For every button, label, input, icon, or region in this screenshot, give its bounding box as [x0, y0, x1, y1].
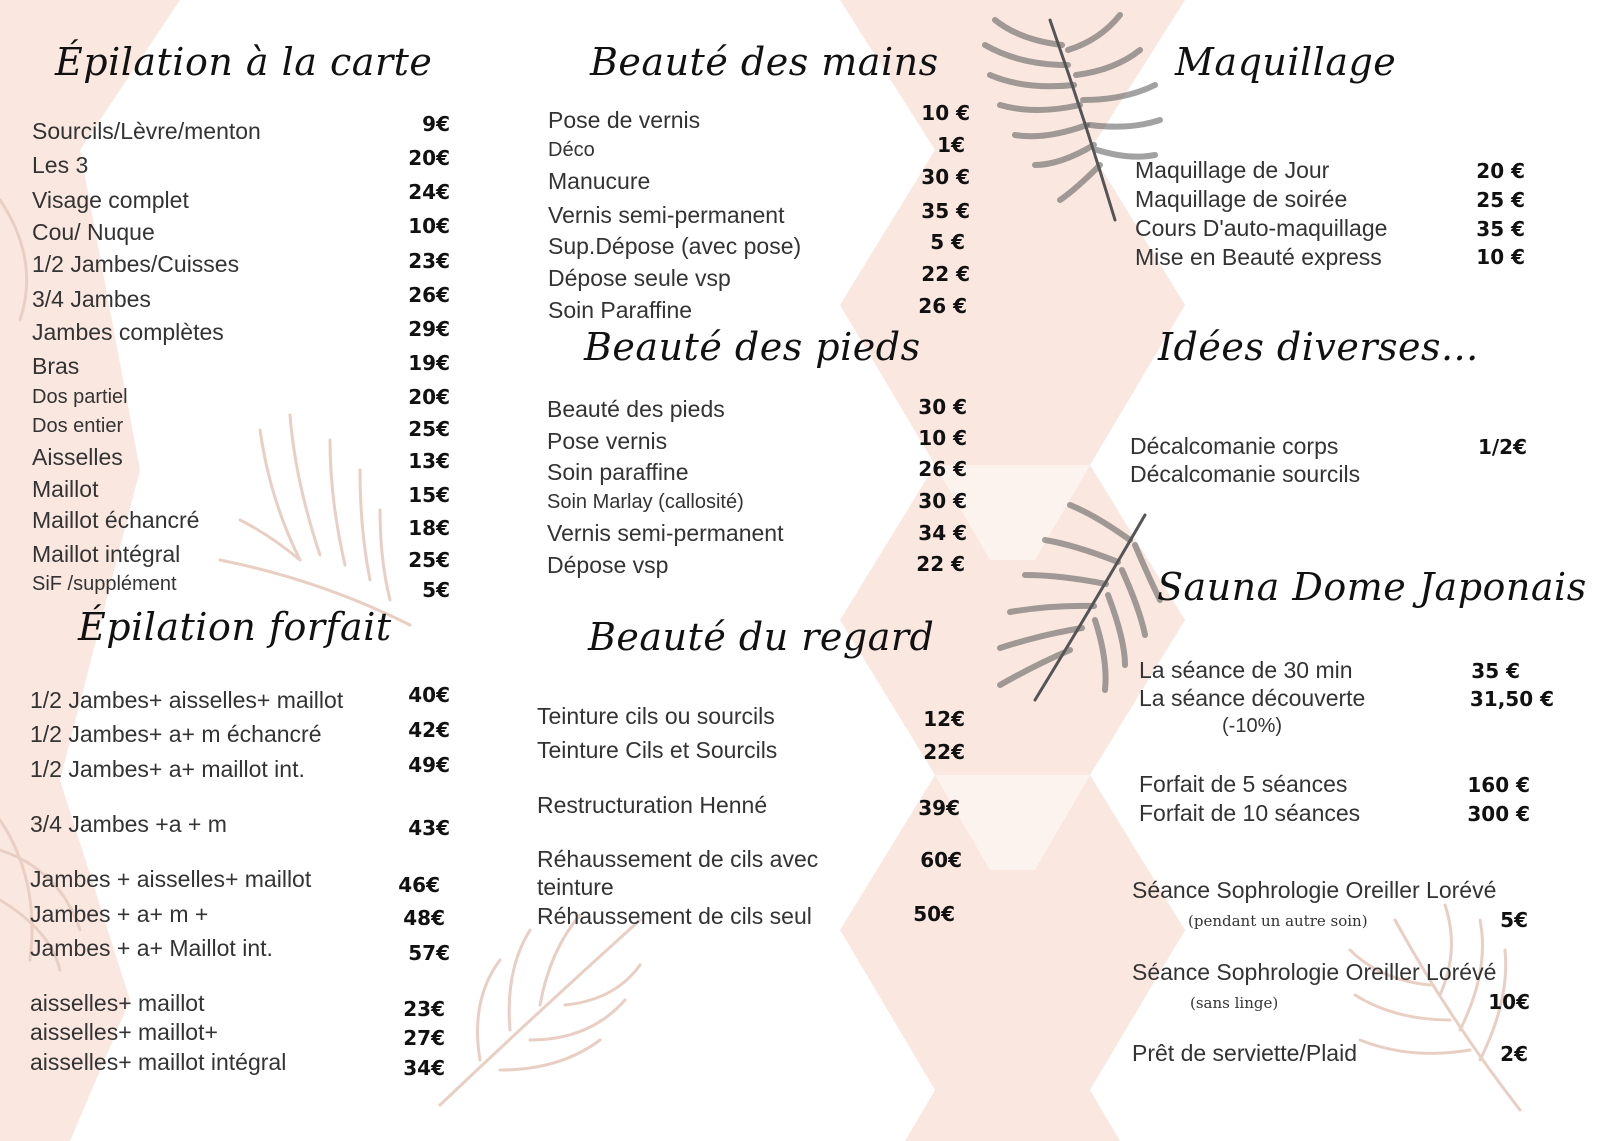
list-item-label: Sup.Dépose (avec pose) [548, 233, 802, 259]
section-title-pieds: Beauté des pieds [584, 325, 921, 369]
list-item-price: 27€ [403, 1026, 445, 1050]
list-item-label: Restructuration Henné [537, 792, 768, 818]
list-item-price: 25€ [408, 548, 450, 572]
list-item-label: Décalcomanie sourcils [1130, 461, 1361, 487]
list-item-price: 10 € [918, 426, 967, 450]
list-item-price: 43€ [408, 816, 450, 840]
list-item-label: aisselles+ maillot+ [30, 1019, 218, 1045]
list-item-label: Soin Paraffine [548, 297, 693, 323]
list-item-label: Dos partiel [32, 386, 128, 408]
list-item-price: 35 € [1476, 217, 1525, 241]
list-item-label-continued: teinture [537, 874, 614, 900]
list-item-label: 1/2 Jambes+ aisselles+ maillot [30, 687, 344, 713]
list-item-price: 39€ [918, 796, 960, 820]
list-item-note: (sans linge) [1190, 994, 1279, 1012]
list-item-label: Teinture Cils et Sourcils [537, 737, 778, 763]
list-item-label: Soin Marlay (callosité) [547, 491, 744, 513]
list-item-label: Maquillage de Jour [1135, 157, 1330, 183]
list-item-label: Maillot intégral [32, 541, 181, 567]
list-item-label: Cou/ Nuque [32, 219, 155, 245]
list-item-label: aisselles+ maillot intégral [30, 1049, 287, 1075]
palm-leaf-pink-center [440, 915, 640, 1105]
list-item-label: Forfait de 10 séances [1139, 800, 1361, 826]
section-title-sauna: Sauna Dome Japonais [1157, 565, 1587, 609]
list-item-label: Aisselles [32, 444, 123, 470]
peach-hex-bottom [905, 1090, 1120, 1141]
list-item-price: 5€ [422, 578, 450, 602]
list-item-label: Décalcomanie corps [1130, 433, 1339, 459]
list-item-price: 18€ [408, 516, 450, 540]
list-item-price: 25€ [408, 417, 450, 441]
list-item-label: Manucure [548, 168, 651, 194]
list-item-label: Mise en Beauté express [1135, 244, 1382, 270]
list-item-label: Cours D'auto-maquillage [1135, 215, 1388, 241]
list-item-price: 26€ [408, 283, 450, 307]
list-item-price: 42€ [408, 718, 450, 742]
section-title-mains: Beauté des mains [590, 40, 939, 84]
list-item-price: 24€ [408, 180, 450, 204]
list-item-price: 31,50 € [1469, 687, 1554, 711]
list-item-price: 29€ [408, 317, 450, 341]
list-item-price: 23€ [403, 997, 445, 1021]
list-item-price: 26 € [918, 294, 967, 318]
list-item-price: 1€ [937, 133, 965, 157]
list-item-price: 25 € [1476, 188, 1525, 212]
list-item-label: Dos entier [32, 415, 124, 437]
list-item-price: 1/2€ [1477, 435, 1527, 459]
list-item-label: Teinture cils ou sourcils [537, 703, 775, 729]
list-item-label: Maquillage de soirée [1135, 186, 1348, 212]
list-item-price: 23€ [408, 249, 450, 273]
list-item-label: 3/4 Jambes +a + m [30, 811, 227, 837]
list-item-label: Visage complet [32, 187, 189, 213]
list-item-label: Déco [548, 139, 595, 161]
list-item-label: Réhaussement de cils seul [537, 903, 812, 929]
list-item-label: Maillot échancré [32, 507, 200, 533]
list-item-price: 10 € [1476, 245, 1525, 269]
list-item-price: 35 € [921, 199, 970, 223]
list-item-label: Dépose vsp [547, 552, 669, 578]
list-item-label: SiF /supplément [32, 573, 177, 595]
list-item-price: 15€ [408, 483, 450, 507]
list-item-label: Jambes + aisselles+ maillot [30, 866, 312, 892]
list-item-label: Sourcils/Lèvre/menton [32, 118, 261, 144]
list-item-price: 12€ [923, 707, 965, 731]
list-item-price: 13€ [408, 449, 450, 473]
list-item-price: 2€ [1500, 1042, 1528, 1066]
list-item-label: Jambes + a+ Maillot int. [30, 935, 273, 961]
section-title-idees: Idées diverses... [1158, 325, 1479, 369]
list-item-label: Séance Sophrologie Oreiller Lorévé [1132, 959, 1497, 985]
list-item-price: 49€ [408, 753, 450, 777]
list-item-label: Pose vernis [547, 428, 668, 454]
list-item-label: La séance découverte [1139, 685, 1366, 711]
section-title-maquillage: Maquillage [1175, 40, 1397, 84]
list-item-price: 50€ [913, 902, 955, 926]
list-item-label: Forfait de 5 séances [1139, 771, 1348, 797]
list-item-label: 1/2 Jambes+ a+ maillot int. [30, 756, 305, 782]
section-title-epilation-forfait: Épilation forfait [78, 605, 392, 649]
list-item-price: 10€ [1488, 990, 1530, 1014]
list-item-price: 57€ [408, 941, 450, 965]
list-item-price: 20€ [408, 385, 450, 409]
list-item-price: 19€ [408, 351, 450, 375]
list-item-label: Maillot [32, 476, 99, 502]
list-item-label: Pose de vernis [548, 107, 701, 133]
list-item-price: 160 € [1467, 773, 1530, 797]
list-item-price: 22€ [923, 740, 965, 764]
list-item-price: 46€ [398, 873, 440, 897]
list-item-price: 22 € [916, 552, 965, 576]
list-item-price: 60€ [920, 848, 962, 872]
list-item-label: aisselles+ maillot [30, 990, 205, 1016]
list-item-price: 10€ [408, 214, 450, 238]
list-item-label: Réhaussement de cils avec [537, 846, 819, 872]
list-item-label: 1/2 Jambes/Cuisses [32, 251, 240, 277]
list-item-price: 5 € [930, 230, 965, 254]
list-item-label: 3/4 Jambes [32, 286, 151, 312]
list-item-label: Dépose seule vsp [548, 265, 731, 291]
list-item-price: 30 € [918, 395, 967, 419]
list-item-label: Jambes + a+ m + [30, 901, 209, 927]
list-item-price: 35 € [1471, 659, 1520, 683]
list-item-label: Les 3 [32, 152, 89, 178]
list-item-price: 20 € [1476, 159, 1525, 183]
list-item-price: 300 € [1467, 802, 1530, 826]
list-item-label: La séance de 30 min [1139, 657, 1353, 683]
list-item-price: 10 € [921, 101, 970, 125]
list-item-note: (pendant un autre soin) [1188, 912, 1368, 930]
list-item-label: Bras [32, 353, 80, 379]
list-item-label: Jambes complètes [32, 319, 224, 345]
list-item-note: (-10%) [1222, 715, 1283, 737]
list-item-label: Séance Sophrologie Oreiller Lorévé [1132, 877, 1497, 903]
peach-hex-1 [840, 150, 1185, 465]
section-title-regard: Beauté du regard [588, 615, 935, 659]
list-item-price: 20€ [408, 146, 450, 170]
list-item-label: Prêt de serviette/Plaid [1132, 1040, 1358, 1066]
list-item-label: Beauté des pieds [547, 396, 725, 422]
list-item-price: 22 € [921, 262, 970, 286]
list-item-price: 34€ [403, 1056, 445, 1080]
list-item-price: 26 € [918, 457, 967, 481]
list-item-label: Soin paraffine [547, 459, 689, 485]
list-item-price: 34 € [918, 521, 967, 545]
list-item-price: 48€ [403, 906, 445, 930]
list-item-price: 30 € [918, 489, 967, 513]
list-item-label: Vernis semi-permanent [548, 202, 785, 228]
list-item-label: 1/2 Jambes+ a+ m échancré [30, 721, 322, 747]
section-title-epilation-carte: Épilation à la carte [55, 40, 433, 84]
list-item-price: 40€ [408, 683, 450, 707]
list-item-price: 9€ [422, 112, 450, 136]
list-item-label: Vernis semi-permanent [547, 520, 784, 546]
list-item-price: 5€ [1500, 908, 1528, 932]
list-item-price: 30 € [921, 165, 970, 189]
